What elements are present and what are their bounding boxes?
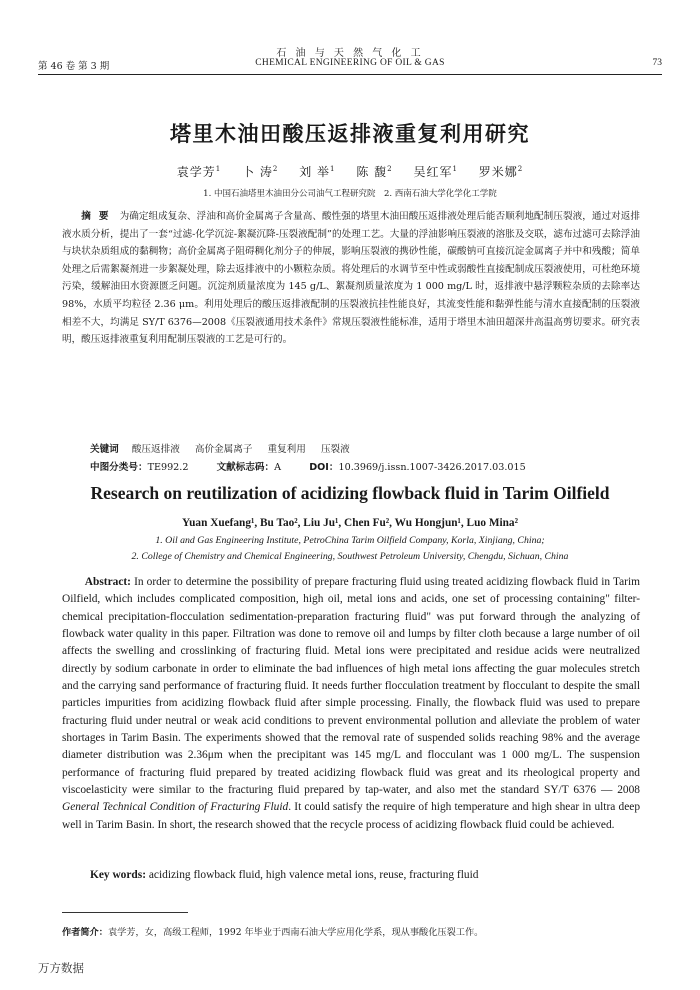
keyword-cn: 酸压返排液	[131, 444, 180, 455]
footnote-label: 作者简介：	[62, 927, 108, 938]
keywords-text-en: acidizing flowback fluid, high valence metal ions, reuse, fracturing fluid	[146, 869, 479, 881]
article-title-cn: 塔里木油田酸压返排液重复利用研究	[170, 122, 530, 146]
classification-line	[90, 459, 526, 473]
doi-label: DOI：	[309, 462, 339, 473]
abstract-text-cn: 为确定组成复杂、浮油和高价金属离子含量高、酸性强的塔里木油田酸压返排液处理后能否顺利地配制压裂液，通过对返排液水质分析，提出了一套“过滤-化学沉淀-絮凝沉降-压裂液配制”的处理工艺。大量的浮油影响压裂液的溶胀及交联，滤布过滤可去除浮油与块状杂质组成的黏稠物；高价金属离子阻碍稠化剂分子的伸展，影响压裂液的携砂性能，碳酸钠可直接沉淀金属离子并中和残酸；简单处理之后需絮凝剂进一步絮凝处理，除去返排液中的小颗粒杂质。将处理后的水调节至中性或弱酸性直接配制成压裂液使用，可杜绝环境污染，缓解油田水资源匮乏问题。沉淀剂质量浓度为 145 g/L、絮凝剂质量浓度为 1 000 mg/L 时，返排液中悬浮颗粒杂质的去除率达 98%，水质平均粒径 2.36 μm。利用处理后的酸压返排液配制的压裂液抗挂性能良好，其流变性能和黏弹性能与清水直接配制的压裂液相差不大，均满足 SY/T 6376—2008《压裂液通用技术条件》常规压裂液性能标准，适用于塔里木油田超深井高温高剪切要求。研究表明，酸压返排液重复利用配制压裂液的工艺是可行的。	[62, 211, 641, 346]
abstract-text-en-end: . It could satisfy the require of high temperature and high shear in ultra deep well in Tarim Basin. In short, the research showed that the recycle process of acidizing flowback fluid could be achieved.	[62, 801, 641, 831]
author-footnote	[62, 924, 483, 938]
journal-name-en: CHEMICAL ENGINEERING OF OIL & GAS	[255, 58, 445, 68]
journal-name-cn: 石 油 与 天 然 气 化 工	[276, 48, 424, 59]
affiliation-en: 1. Oil and Gas Engineering Institute, PetroChina Tarim Oilfield Company, Korla, Xinjiang, China;	[155, 535, 545, 546]
author-cn: 袁学芳$^1$	[176, 165, 222, 179]
article-title-en: Research on reutilization of acidizing flowback fluid in Tarim Oilfield	[90, 483, 610, 503]
author-list-cn	[0, 163, 700, 180]
footnote-text: 袁学芳，女，高级工程师，1992 年毕业于西南石油大学应用化学系，现从事酸化压裂工作。	[107, 927, 484, 938]
author-cn: 罗米娜$^2$	[478, 165, 524, 179]
doc-code-value: A	[274, 462, 282, 473]
page-number: 73	[652, 58, 662, 68]
volume-issue: 第 46 卷 第 3 期	[38, 61, 110, 72]
doi-value: 10.3969/j.issn.1007-3426.2017.03.015	[338, 462, 526, 473]
abstract-en	[62, 574, 640, 834]
keyword-cn: 压裂液	[320, 444, 350, 455]
keyword-cn: 重复利用	[267, 444, 306, 455]
running-header	[38, 44, 662, 75]
author-cn: 卜 涛$^2$	[242, 165, 279, 179]
watermark: 万方数据	[38, 961, 84, 975]
keywords-en	[90, 869, 478, 881]
doc-code-label: 文献标志码：	[216, 462, 275, 473]
affiliations-cn: 1. 中国石油塔里木油田分公司油气工程研究院 2. 西南石油大学化学化工学院	[203, 189, 497, 199]
abstract-label-cn: 摘要	[81, 211, 117, 222]
keywords-label-cn: 关键词	[90, 444, 119, 455]
clc-label: 中图分类号：	[90, 462, 148, 473]
footnote-rule	[62, 912, 188, 913]
abstract-text-en: In order to determine the possibility of prepare fracturing fluid using treated acidizing flowback fluid in Tarim Oilfield, which includes complicated composition, high oil, metal ions and acids, one set of processing containing" filter-chemical precipitation-flocculation sedimentation-preparation fracturing fluid" was put forward through the analyzing of flowback water quality in this paper. Filtration was done to remove oil and lumps by filter cloth because a large number of oil affects the swelling and crosslinking of fracturing fluid. Metal ions were precipitated and residue acids were neutralized directly by sodium carbonate in order to eliminate the bad influences of high metal ions affecting the guar molecules stretch and the carrying sand performance of fracturing fluid. It needs further flocculation treatment by flocculant to despite the small particles impurities from acidizing flowback fluid after simple processing. Finally, the flowback fluid was used to prepare fracturing fluid under neutral or weak acid conditions to prevent environmental pollution and alleviate the problem of water shortages in Tarim Basin. The experiments showed that the removal rate of suspended solids reaching 98% and the average diameter distribution was 2.36μm when the precipitant was 145 mg/L and flocculant was 1 000 mg/L. The suspension performance of fracturing fluid prepared by treated acidizing flowback fluid was great and its rheological property and viscoelasticity were similar to the fracturing fluid prepared by tap-water, and also met the standard SY/T 6376 — 2008	[62, 576, 640, 797]
keywords-cn	[90, 441, 362, 455]
keyword-cn: 高价金属离子	[194, 444, 253, 455]
clc-value: TE992.2	[147, 462, 189, 473]
author-list-en: Yuan Xuefang¹, Bu Tao², Liu Ju¹, Chen Fu², Wu Hongjun¹, Luo Mina²	[182, 517, 518, 529]
author-cn: 刘 举$^1$	[299, 165, 336, 179]
abstract-label-en: Abstract:	[84, 576, 131, 588]
author-cn: 吴红军$^1$	[413, 165, 458, 179]
abstract-cn	[62, 208, 640, 349]
abstract-standard-title: General Technical Condition of Fracturing Fluid	[62, 801, 289, 814]
author-cn: 陈 馥$^2$	[356, 165, 393, 179]
affiliation-en: 2. College of Chemistry and Chemical Engineering, Southwest Petroleum University, Chengdu, Sichuan, China	[131, 551, 569, 562]
keywords-label-en: Key words:	[90, 869, 146, 881]
